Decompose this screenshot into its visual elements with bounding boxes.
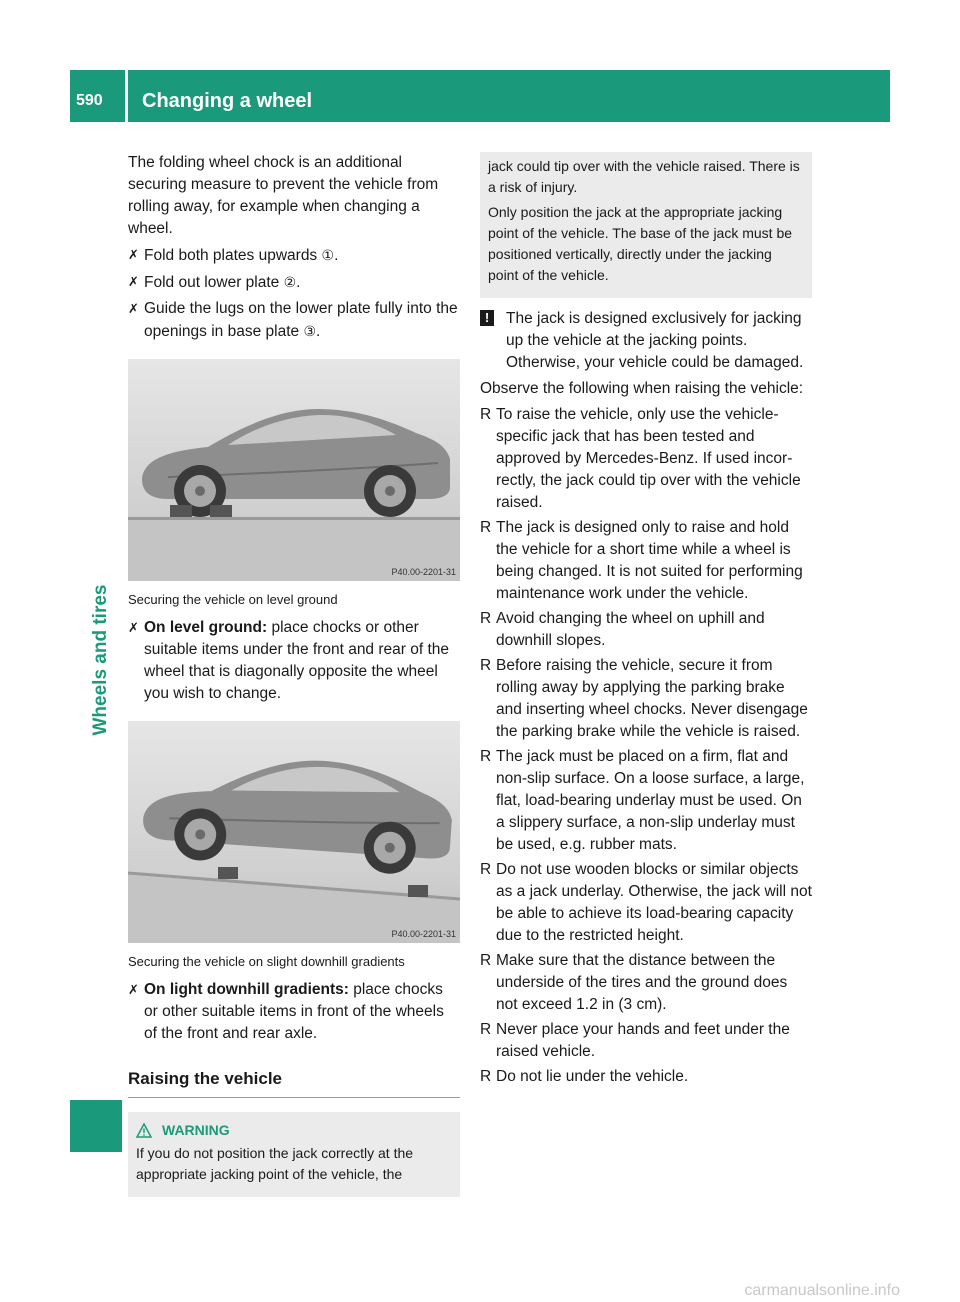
side-tab bbox=[86, 560, 116, 760]
figure-reference: P40.00-2201-31 bbox=[391, 929, 456, 939]
bullet-marker-icon: R bbox=[480, 952, 492, 969]
figure-caption: Securing the vehicle on level ground bbox=[128, 592, 338, 607]
list-item bbox=[480, 746, 812, 856]
side-tab-label: Wheels and tires bbox=[90, 584, 111, 736]
list-item bbox=[480, 859, 812, 947]
list-item bbox=[480, 655, 812, 743]
arrow-marker-icon: ✗ bbox=[128, 247, 139, 262]
list-item-text: Make sure that the distance between the underside of the tires and the ground does not exceed 1.2 in (3 cm). bbox=[496, 952, 788, 1013]
side-tab-block bbox=[70, 1100, 122, 1152]
bullet-marker-icon: R bbox=[480, 1021, 492, 1038]
page-title: Changing a wheel bbox=[142, 90, 313, 112]
warning-text: jack could tip over with the vehicle raised. There is a risk of injury. bbox=[488, 158, 800, 195]
list-item-text: The jack is designed only to raise and hold the vehicle for a short time while a wheel is being changed. It is not suited for performing maintenance work under the vehicle. bbox=[496, 519, 803, 602]
bullet-marker-icon: R bbox=[480, 657, 492, 674]
warning-text: Only position the jack at the appropriate jacking point of the vehicle. The base of the jack must be positioned vertically, directly under the jacking point of the vehicle. bbox=[488, 204, 793, 283]
bullet-marker-icon: R bbox=[480, 1068, 492, 1085]
note bbox=[480, 308, 812, 374]
warning-header bbox=[136, 1120, 452, 1141]
step-number: ① bbox=[321, 247, 335, 263]
step-text: Guide the lugs on the lower plate fully into the openings in base plate bbox=[144, 300, 458, 340]
step-number: ② bbox=[283, 274, 297, 290]
instruction-text: place chocks or other suitable items in front of the wheels of the front and rear axle. bbox=[144, 981, 444, 1042]
bullet-marker-icon: R bbox=[480, 748, 492, 765]
figure-downhill bbox=[128, 721, 460, 943]
list-item bbox=[480, 950, 812, 1016]
intro-paragraph: The folding wheel chock is an additional securing measure to prevent the vehicle from rolling away, for example when changing a wheel. bbox=[128, 154, 439, 237]
instruction-label: On level ground: bbox=[144, 619, 268, 636]
bullet-marker-icon: R bbox=[480, 861, 492, 878]
instruction-step bbox=[128, 244, 460, 267]
warning-title: WARNING bbox=[162, 1122, 230, 1138]
instruction-step bbox=[128, 298, 460, 343]
bullet-marker-icon: R bbox=[480, 519, 492, 536]
list-item-text: To raise the vehicle, only use the vehicle-specific jack that has been tested and approved by Mercedes-Benz. If used incorrectly, the jack could tip over with the vehicle raised. bbox=[496, 406, 801, 511]
step-number: ③ bbox=[303, 323, 316, 339]
observe-paragraph: Observe the following when raising the vehicle: bbox=[480, 380, 804, 397]
left-column bbox=[128, 152, 460, 1197]
warning-box bbox=[128, 1112, 460, 1197]
list-item-text: Before raising the vehicle, secure it from rolling away by applying the parking brake and inserting wheel chocks. Never disengage the parking brake while the vehicle is raised. bbox=[496, 657, 808, 740]
warning-triangle-icon bbox=[136, 1123, 152, 1139]
car-level-illustration bbox=[128, 359, 460, 581]
step-end: . bbox=[334, 247, 339, 264]
list-item bbox=[480, 404, 812, 514]
instruction-text: place chocks or other suitable items under the front and rear of the wheel that is diagonally opposite the wheel you wish to change. bbox=[144, 619, 450, 702]
arrow-marker-icon: ✗ bbox=[128, 982, 139, 997]
arrow-marker-icon: ✗ bbox=[128, 301, 139, 316]
instruction-step bbox=[128, 271, 460, 294]
arrow-marker-icon: ✗ bbox=[128, 620, 139, 635]
step-end: . bbox=[316, 323, 321, 340]
list-item-text: Do not use wooden blocks or similar objects as a jack underlay. Otherwise, the jack will not be able to achieve its load-bearing capacity due to the restricted height. bbox=[496, 861, 812, 944]
list-item-text: Never place your hands and feet under the raised vehicle. bbox=[496, 1021, 790, 1060]
section-heading: Raising the vehicle bbox=[128, 1067, 460, 1098]
step-text: Fold both plates upwards bbox=[144, 247, 318, 264]
list-item bbox=[480, 1066, 812, 1088]
list-item-text: The jack must be placed on a firm, flat and non-slip surface. On a loose surface, a large, flat, load-bearing underlay must be used. On a slippery surface, a non-slip underlay must be used, e.g. rubber mats. bbox=[496, 748, 805, 853]
exclamation-icon: ! bbox=[480, 310, 494, 326]
header-divider bbox=[125, 70, 128, 122]
list-item bbox=[480, 517, 812, 605]
bullet-marker-icon: R bbox=[480, 610, 492, 627]
instruction-label: On light downhill gradients: bbox=[144, 981, 349, 998]
step-end: . bbox=[296, 274, 301, 291]
warning-text: If you do not position the jack correctly at the appropriate jacking point of the vehicle, the bbox=[136, 1145, 414, 1182]
page-number: 590 bbox=[76, 92, 103, 109]
bullet-marker-icon: R bbox=[480, 406, 492, 423]
instruction-downhill bbox=[128, 979, 460, 1045]
figure-caption: Securing the vehicle on slight downhill gradients bbox=[128, 954, 405, 969]
figure-reference: P40.00-2201-31 bbox=[391, 567, 456, 577]
list-item-text: Avoid changing the wheel on uphill and downhill slopes. bbox=[496, 610, 765, 649]
list-item-text: Do not lie under the vehicle. bbox=[496, 1068, 689, 1085]
list-item bbox=[480, 1019, 812, 1063]
instruction-level-ground bbox=[128, 617, 460, 705]
right-column bbox=[480, 152, 812, 1091]
watermark: carmanualsonline.info bbox=[744, 1282, 900, 1299]
arrow-marker-icon: ✗ bbox=[128, 274, 139, 289]
step-text: Fold out lower plate bbox=[144, 274, 280, 291]
warning-box-continued bbox=[480, 152, 812, 298]
figure-level-ground bbox=[128, 359, 460, 581]
car-downhill-illustration bbox=[128, 721, 460, 943]
list-item bbox=[480, 608, 812, 652]
note-text: The jack is designed exclusively for jacking up the vehicle at the jacking points. Otherwise, your vehicle could be damaged. bbox=[506, 310, 804, 371]
